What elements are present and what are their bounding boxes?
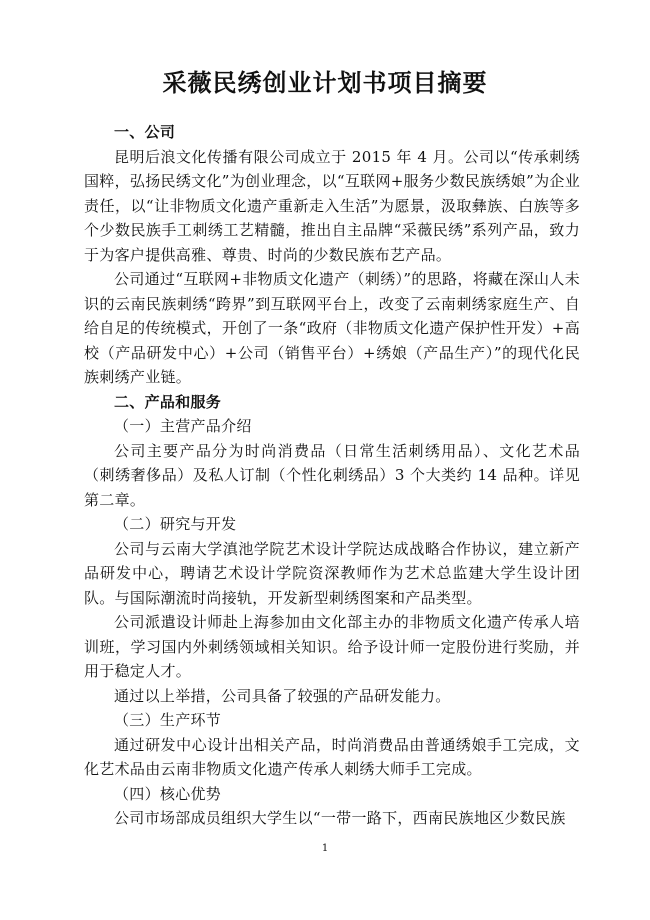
paragraph: 公司市场部成员组织大学生以“一带一路下，西南民族地区少数民族	[114, 809, 566, 827]
subsection-heading: （一）主营产品介绍	[114, 417, 252, 435]
subsection-heading: （四）核心优势	[114, 784, 222, 803]
paragraph: 公司通过“互联网+非物质文化遗产（刺绣）”的思路，将藏在深山人未识的云南民族刺绣“跨界”到互联网平台上，改变了云南刺绣家庭生产、自给自足的传统模式，开创了一条“政府（非物质文化遗产保护性开发）+高校（产品研发中心）+公司（销售平台）+绣娘（产品生产）”的现代化民族刺绣产业链。	[84, 270, 580, 386]
page-number: 1	[321, 843, 329, 854]
subsection-heading: （三）生产环节	[114, 711, 222, 729]
paragraph: 公司派遣设计师赴上海参加由文化部主办的非物质文化遗产传承人培训班，学习国内外刺绣领域相关知识。给予设计师一定股份进行奖励，并用于稳定人才。	[84, 613, 580, 680]
paragraph: 通过以上举措，公司具备了较强的产品研发能力。	[114, 686, 451, 705]
section-heading: 一、公司	[114, 123, 176, 141]
paragraph: 通过研发中心设计出相关产品，时尚消费品由普通绣娘手工完成，文化艺术品由云南非物质文化遗产传承人刺绣大师手工完成。	[84, 735, 580, 778]
section-heading: 二、产品和服务	[114, 392, 222, 411]
document-body	[84, 120, 580, 831]
paragraph: 公司主要产品分为时尚消费品（日常生活刺绣用品）、文化艺术品（刺绣奢侈品）及私人订制（个性化刺绣品）3 个大类约 14 品种。详见第二章。	[84, 441, 580, 509]
paragraph: 公司与云南大学滇池学院艺术设计学院达成战略合作协议，建立新产品研发中心，聘请艺术设计学院资深教师作为艺术总监建大学生设计团队。与国际潮流时尚接轨，开发新型刺绣图案和产品类型。	[84, 539, 580, 607]
paragraph: 昆明后浪文化传播有限公司成立于 2015 年 4 月。公司以“传承刺绣国粹，弘扬民绣文化”为创业理念，以“互联网+服务少数民族绣娘”为企业责任，以“让非物质文化遗产重新走入生活”为愿景，汲取彝族、白族等多个少数民族手工刺绣工艺精髓，推出自主品牌“采薇民绣”系列产品，致力于为客户提供高雅、尊贵、时尚的少数民族布艺产品。	[84, 147, 580, 264]
page-title: 采薇民绣创业计划书项目摘要	[162, 68, 488, 97]
subsection-heading: （二）研究与开发	[114, 515, 237, 533]
